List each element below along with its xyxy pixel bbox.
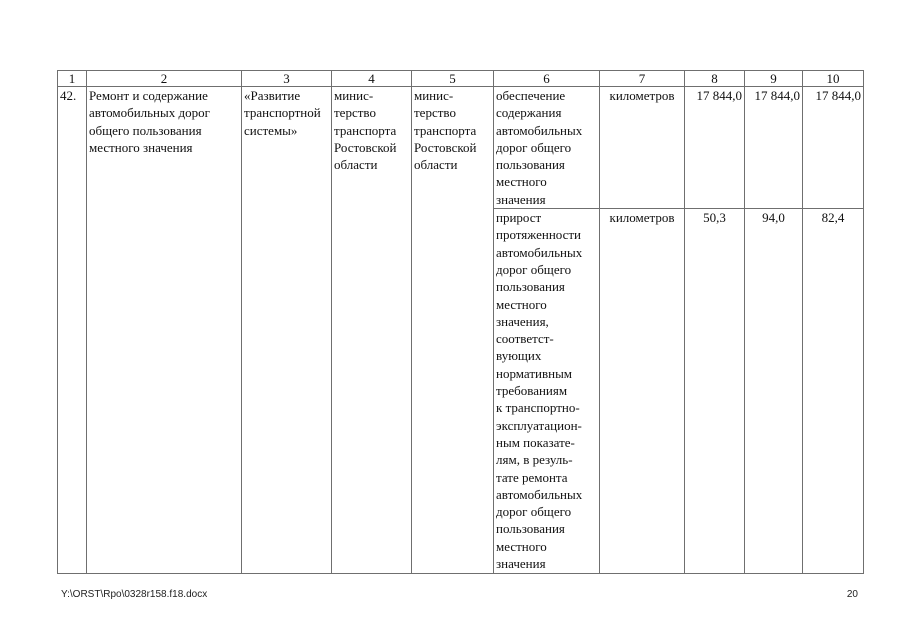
header-row [58, 71, 864, 87]
footer-file-path: Y:\ORST\Rpo\0328r158.f18.docx [61, 589, 208, 600]
measure-name-cell: Ремонт и содержание автомобильных дорог общего пользования местного значения [87, 87, 242, 574]
indicator-text-cell: прирост протяженности автомобильных дорог общего пользования местного значения, соответст- вующих нормативным требованиям к транспортно- эксплуатацион- ным показате- лям, в резуль- тате ремонта автомобильных дорог общего пользования местного значения [494, 209, 600, 574]
header-cell-10: 10 [803, 71, 864, 87]
value-10-cell: 82,4 [803, 209, 864, 574]
coexecutor-cell: минис- терство транспорта Ростовской области [412, 87, 494, 574]
header-cell-7: 7 [600, 71, 685, 87]
row-number-cell: 42. [58, 87, 87, 574]
indicator-text-cell: обеспечение содержания автомобильных дорог общего пользования местного значения [494, 87, 600, 209]
page-number: 20 [846, 589, 858, 600]
header-cell-2: 2 [87, 71, 242, 87]
header-cell-3: 3 [242, 71, 332, 87]
header-cell-8: 8 [685, 71, 745, 87]
unit-cell: километров [600, 87, 685, 209]
unit-cell: километров [600, 209, 685, 574]
value-8-cell: 17 844,0 [685, 87, 745, 209]
header-cell-9: 9 [745, 71, 803, 87]
header-cell-4: 4 [332, 71, 412, 87]
value-10-cell: 17 844,0 [803, 87, 864, 209]
header-cell-6: 6 [494, 71, 600, 87]
value-8-cell: 50,3 [685, 209, 745, 574]
executor-cell: минис- терство транспорта Ростовской области [332, 87, 412, 574]
data-table [57, 70, 864, 574]
table-row [58, 87, 864, 209]
header-cell-1: 1 [58, 71, 87, 87]
program-cell: «Развитие транспортной системы» [242, 87, 332, 574]
header-cell-5: 5 [412, 71, 494, 87]
value-9-cell: 17 844,0 [745, 87, 803, 209]
value-9-cell: 94,0 [745, 209, 803, 574]
